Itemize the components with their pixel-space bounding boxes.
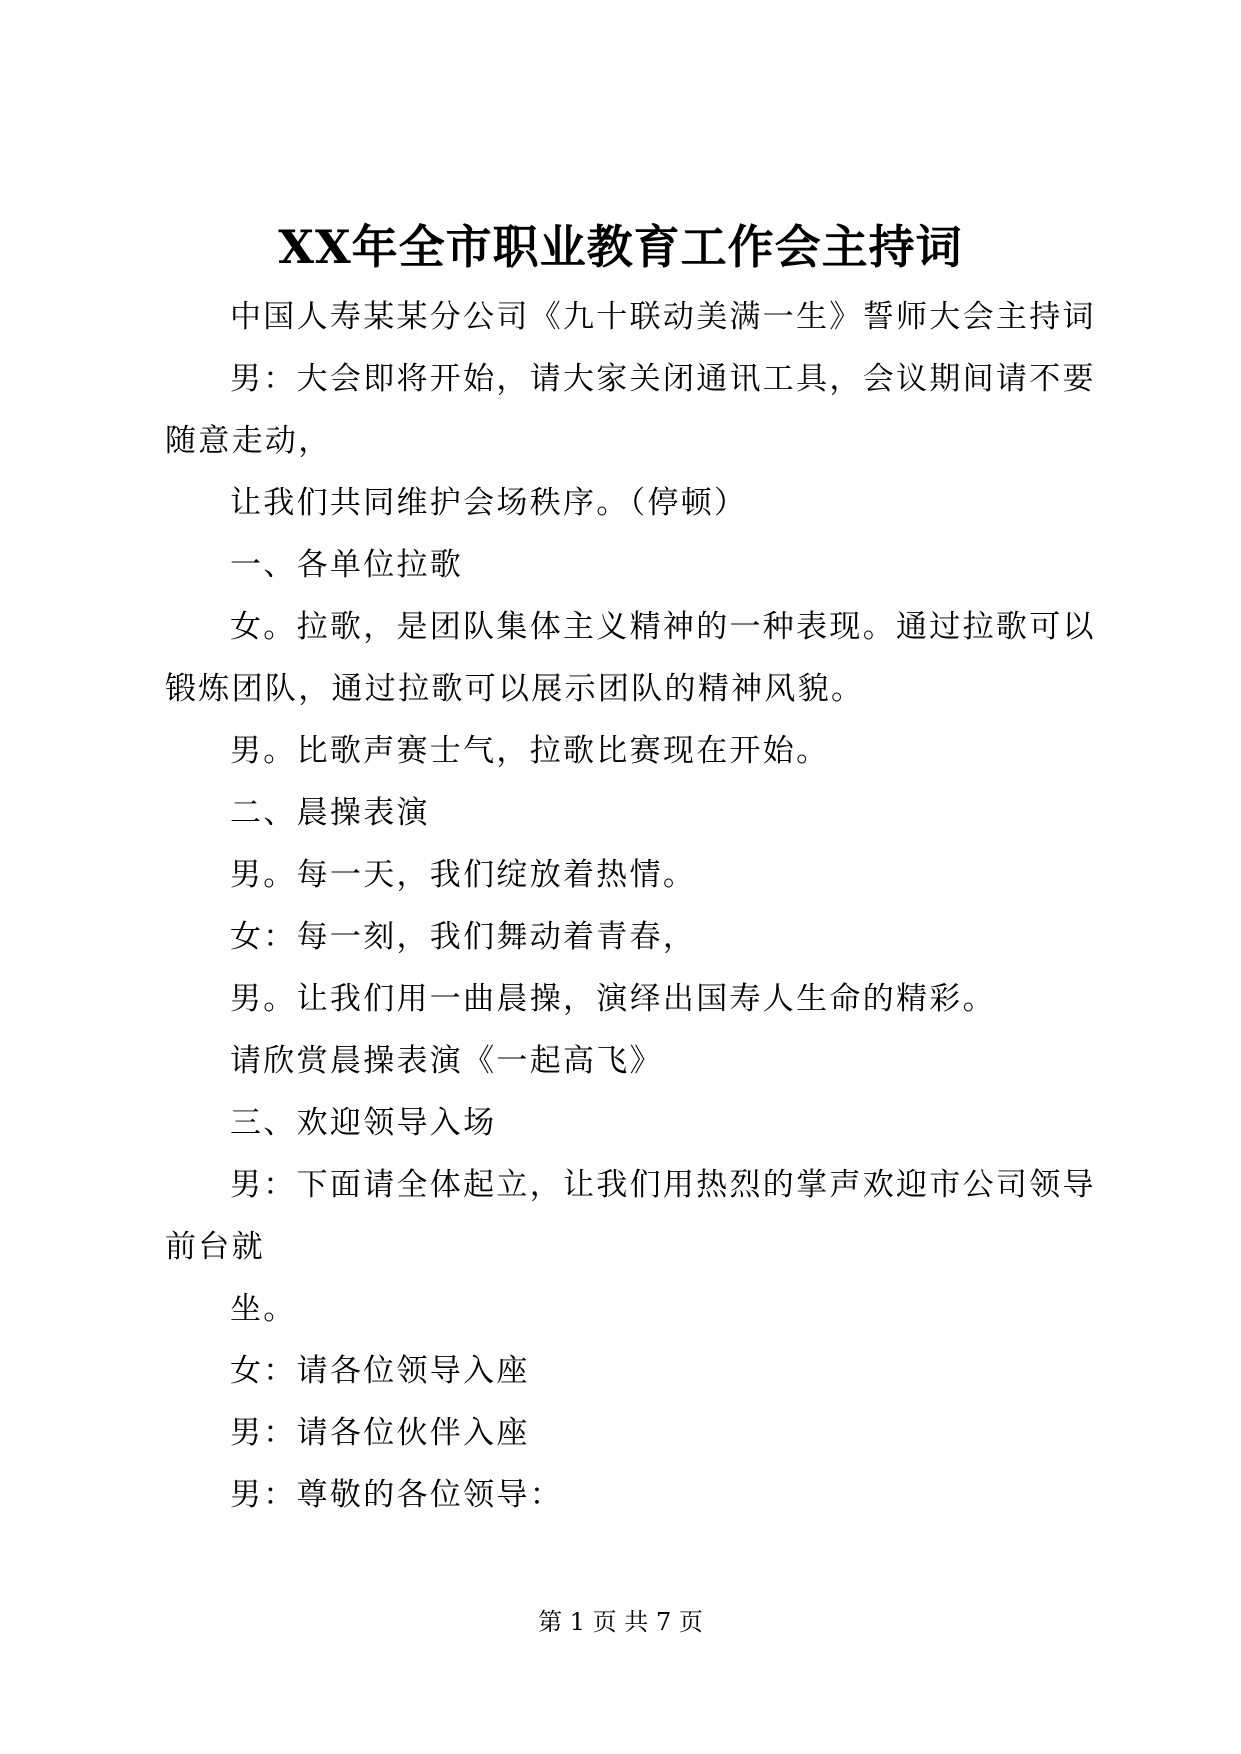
line-16: 前台就 (165, 1229, 265, 1265)
line-14: 三、欢迎领导入场 (230, 1105, 497, 1141)
line-10: 男。每一天，我们绽放着热情。 (230, 857, 697, 893)
line-7: 锻炼团队，通过拉歌可以展示团队的精神风貌。 (165, 671, 865, 707)
line-20: 男：尊敬的各位领导： (230, 1477, 563, 1513)
page-footer: 第 1 页 共 7 页 (538, 1608, 703, 1636)
line-9: 二、晨操表演 (230, 795, 430, 831)
line-15: 男：下面请全体起立，让我们用热烈的掌声欢迎市公司领导 (230, 1167, 1096, 1203)
line-17: 坐。 (230, 1291, 297, 1327)
line-19: 男：请各位伙伴入座 (230, 1415, 530, 1451)
line-5: 一、各单位拉歌 (230, 547, 464, 583)
line-8: 男。比歌声赛士气，拉歌比赛现在开始。 (230, 733, 830, 769)
line-2: 男：大会即将开始，请大家关闭通讯工具，会议期间请不要 (230, 361, 1096, 397)
line-13: 请欣赏晨操表演《一起高飞》 (230, 1043, 663, 1079)
line-3: 随意走动， (165, 423, 332, 459)
line-4: 让我们共同维护会场秩序。（停顿） (230, 485, 748, 521)
line-12: 男。让我们用一曲晨操，演绎出国寿人生命的精彩。 (230, 981, 996, 1017)
line-1: 中国人寿某某分公司《九十联动美满一生》誓师大会主持词 (230, 299, 1096, 335)
line-11: 女：每一刻，我们舞动着青春， (230, 919, 697, 955)
line-6: 女。拉歌，是团队集体主义精神的一种表现。通过拉歌可以 (230, 609, 1096, 645)
line-18: 女：请各位领导入座 (230, 1353, 530, 1389)
document-title: XX年全市职业教育工作会主持词 (278, 220, 963, 274)
